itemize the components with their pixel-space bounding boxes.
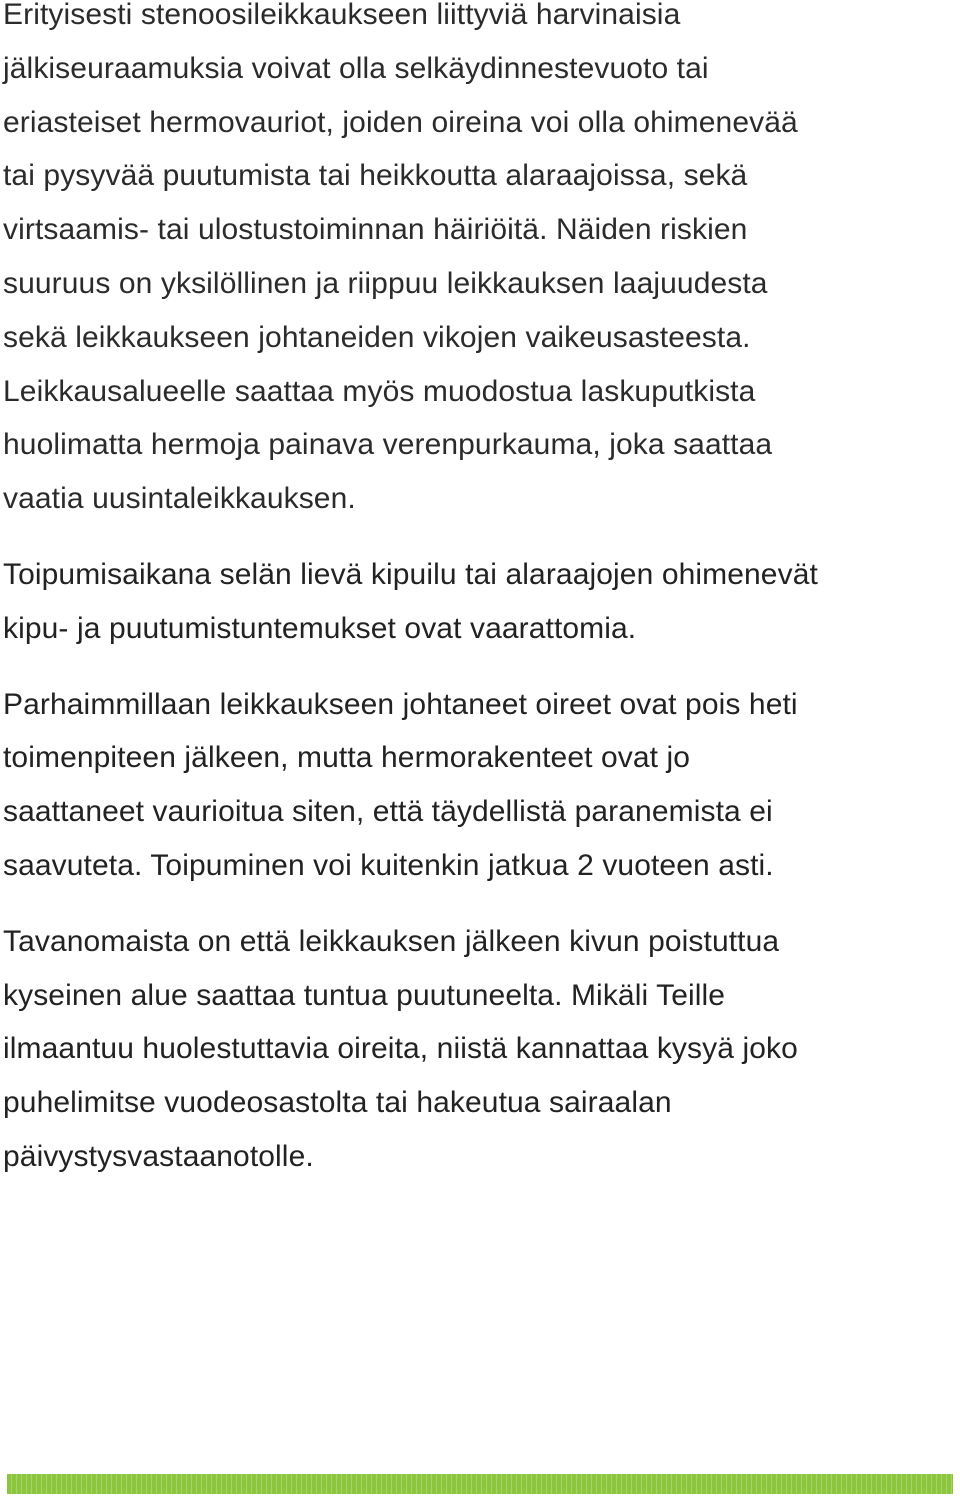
paragraph-recovery-symptoms <box>3 548 955 656</box>
document-page <box>3 0 955 1184</box>
text-line: eriasteiset hermovauriot, joiden oireina voi olla ohimenevää <box>3 105 798 139</box>
paragraph-gap <box>3 656 955 678</box>
text-line: tai pysyvää puutumista tai heikkoutta alaraajoissa, sekä <box>3 159 748 193</box>
paragraph-gap <box>3 893 955 915</box>
text-line: kipu- ja puutumistuntemukset ovat vaarattomia. <box>3 611 637 645</box>
paragraph-numbness-advice <box>3 915 955 1184</box>
text-line: saavuteta. Toipuminen voi kuitenkin jatkua 2 vuoteen asti. <box>3 848 774 882</box>
text-line: jälkiseuraamuksia voivat olla selkäydinnestevuoto tai <box>3 51 709 85</box>
text-line: Toipumisaikana selän lievä kipuilu tai alaraajojen ohimenevät <box>3 557 818 591</box>
text-line: Parhaimmillaan leikkaukseen johtaneet oireet ovat pois heti <box>3 687 798 721</box>
paragraph-complications <box>3 0 955 526</box>
text-line: puhelimitse vuodeosastolta tai hakeutua sairaalan <box>3 1086 672 1120</box>
text-line: päivystysvastaanotolle. <box>3 1139 314 1173</box>
text-line: Tavanomaista on että leikkauksen jälkeen kivun poistuttua <box>3 924 780 958</box>
text-line: virtsaamis- tai ulostustoiminnan häiriöitä. Näiden riskien <box>3 213 748 247</box>
text-line: sekä leikkaukseen johtaneiden vikojen vaikeusasteesta. <box>3 320 751 354</box>
text-line: suuruus on yksilöllinen ja riippuu leikkauksen laajuudesta <box>3 266 768 300</box>
text-line: kyseinen alue saattaa tuntua puutuneelta. Mikäli Teille <box>3 978 726 1012</box>
footer-green-bar <box>7 1474 953 1494</box>
paragraph-outcome <box>3 678 955 893</box>
text-line: toimenpiteen jälkeen, mutta hermorakenteet ovat jo <box>3 741 691 775</box>
text-line: vaatia uusintaleikkauksen. <box>3 482 356 516</box>
text-line: Leikkausalueelle saattaa myös muodostua laskuputkista <box>3 374 756 408</box>
text-line: huolimatta hermoja painava verenpurkauma, joka saattaa <box>3 428 773 462</box>
text-line: saattaneet vaurioitua siten, että täydellistä paranemista ei <box>3 795 773 829</box>
text-line: Erityisesti stenoosileikkaukseen liittyviä harvinaisia <box>3 0 681 31</box>
text-line: ilmaantuu huolestuttavia oireita, niistä kannattaa kysyä joko <box>3 1032 798 1066</box>
paragraph-gap <box>3 526 955 548</box>
